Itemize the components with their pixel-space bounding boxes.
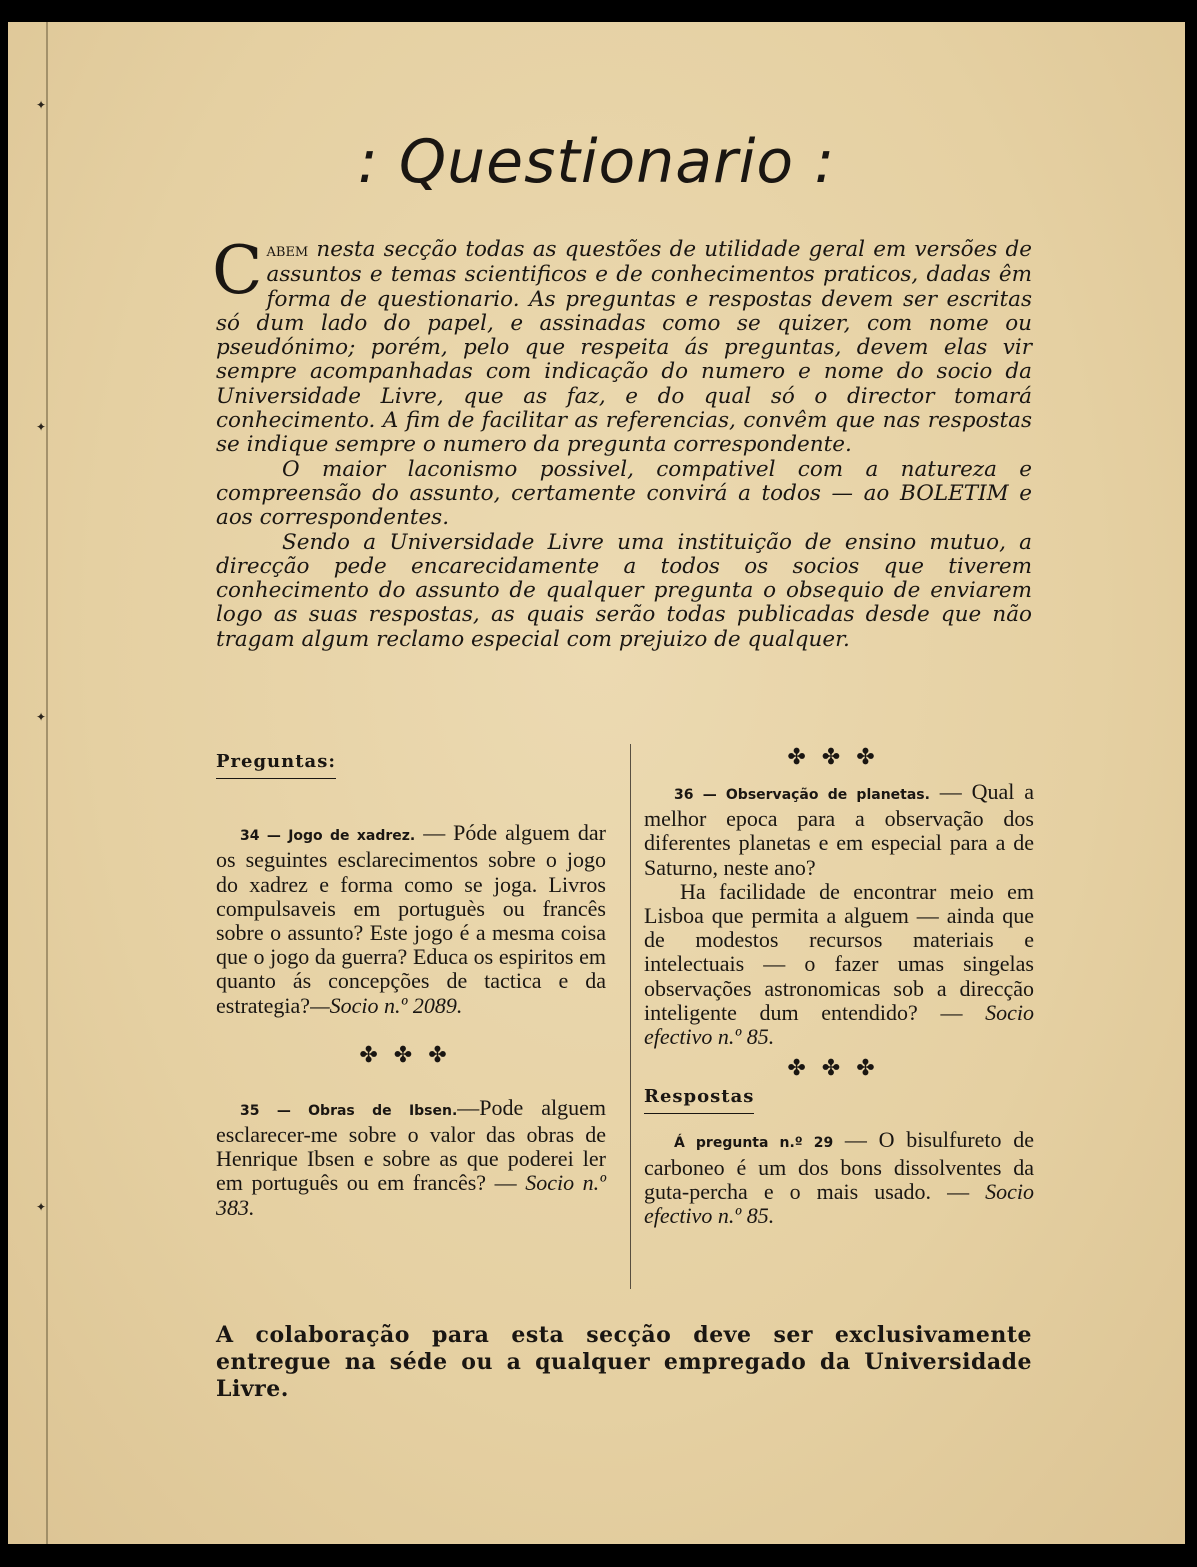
question-36-number: 36 — — [674, 787, 726, 803]
respostas-column — [644, 744, 1035, 1229]
question-36-part-2 — [644, 880, 1034, 1049]
question-35-signature: Socio n.º 383. — [216, 1170, 607, 1220]
question-36 — [644, 780, 1034, 880]
page-title: : Questionario : — [357, 127, 836, 197]
question-35-title: Obras de Ibsen. — [308, 1102, 458, 1119]
drop-cap: C — [212, 232, 263, 309]
question-34-number: 34 — — [240, 828, 289, 845]
margin-mark: ✦ — [36, 710, 47, 724]
binding-edge — [46, 22, 48, 1544]
question-35-text: —Pode alguem esclarecer-me sobre o valor das obras de Henrique Ibsen e sobre as que poderei ler em português ou em francês? — — [216, 1094, 607, 1196]
question-35 — [216, 1096, 606, 1220]
answer-29-signature: Socio efectivo n.º 85. — [644, 1178, 1034, 1229]
preguntas-column — [216, 748, 606, 1220]
preguntas-heading: Preguntas: — [216, 750, 336, 779]
section-stars: ✤✤✤ — [359, 1041, 463, 1067]
question-34-title: Jogo de xadrez. — [288, 828, 416, 845]
question-35-number: 35 — — [240, 1102, 309, 1119]
answer-29-title: Á pregunta n.º 29 — [674, 1135, 834, 1152]
margin-mark: ✦ — [36, 98, 47, 112]
footer-notice: A colaboração para esta secção deve ser exclusivamente entregue na séde ou a qualquer empregado da Universidade Livre. — [216, 1322, 1032, 1402]
question-36-text-2: Ha facilidade de encontrar meio em Lisboa que permita a alguem — ainda que de modestos recursos materiais e intelectuais — o fazer umas singelas observações astronomicas sob a direcção inteligente dum entendido? — — [644, 878, 1034, 1025]
answer-29-text: — O bisulfureto de carboneo é um dos bons dissolventes da guta-percha e o mais usado. — — [644, 1127, 1034, 1204]
document-page — [8, 22, 1185, 1544]
question-36-title: Observação de planetas. — [725, 787, 930, 803]
intro-paragraph-1: nesta secção todas as questões de utilidade geral em versões de assuntos e temas scientificos e de conhecimentos praticos, dadas êm forma de questionario. As preguntas e respostas devem ser escritas só dum lado do papel, e assinadas como se quizer, com nome ou pseudónimo; porém, pelo que respeita ás preguntas, devem elas vir sempre acompanhadas com indicação do numero e nome do socio da Universidade Livre, que as faz, e do qual só o director tomará conhecimento. A fim de facilitar as referencias, convêm que nas respostas se indique sempre o numero da pregunta correspondente. — [216, 237, 1032, 458]
question-34-text: — Póde alguem dar os seguintes esclarecimentos sobre o jogo do xadrez e forma como se joga. Livros compulsaveis em portuguès ou francês sobre o assunto? Este jogo é a mesma coisa que o jogo da guerra? Educa os espiritos em quanto ás concepções de tactica e da estrategia? — [216, 820, 606, 1018]
intro-lead-word: abem — [266, 240, 309, 261]
question-36-signature: Socio efectivo n.º 85. — [644, 999, 1034, 1050]
question-36-text-1: — Qual a melhor epoca para a observação dos diferentes planetas e em especial para a de Saturno, neste ano? — [644, 779, 1035, 880]
question-34 — [216, 821, 606, 1018]
intro-paragraph-3: Sendo a Universidade Livre uma instituição de ensino mutuo, a direcção pede encarecidamente a todos os socios que tiverem conhecimento do assunto de qualquer pregunta o obsequio de enviarem logo as suas respostas, as quais serão todas publicadas desde que não tragam algum reclamo especial com prejuizo de qualquer. — [216, 529, 1032, 652]
respostas-heading: Respostas — [644, 1085, 754, 1114]
margin-mark: ✦ — [36, 420, 47, 434]
section-stars-top: ✤✤✤ — [787, 744, 891, 769]
question-34-signature: —Socio n.º 2089. — [310, 992, 463, 1018]
intro-paragraph-2: O maior laconismo possivel, compativel com a natureza e compreensão do assunto, certamente convirá a todos — ao BOLETIM e aos correspondentes. — [216, 456, 1032, 531]
answer-29 — [644, 1128, 1034, 1228]
intro-text — [212, 232, 1032, 652]
section-stars-mid: ✤✤✤ — [787, 1055, 891, 1081]
column-divider — [630, 744, 631, 1289]
margin-mark: ✦ — [36, 1200, 47, 1214]
